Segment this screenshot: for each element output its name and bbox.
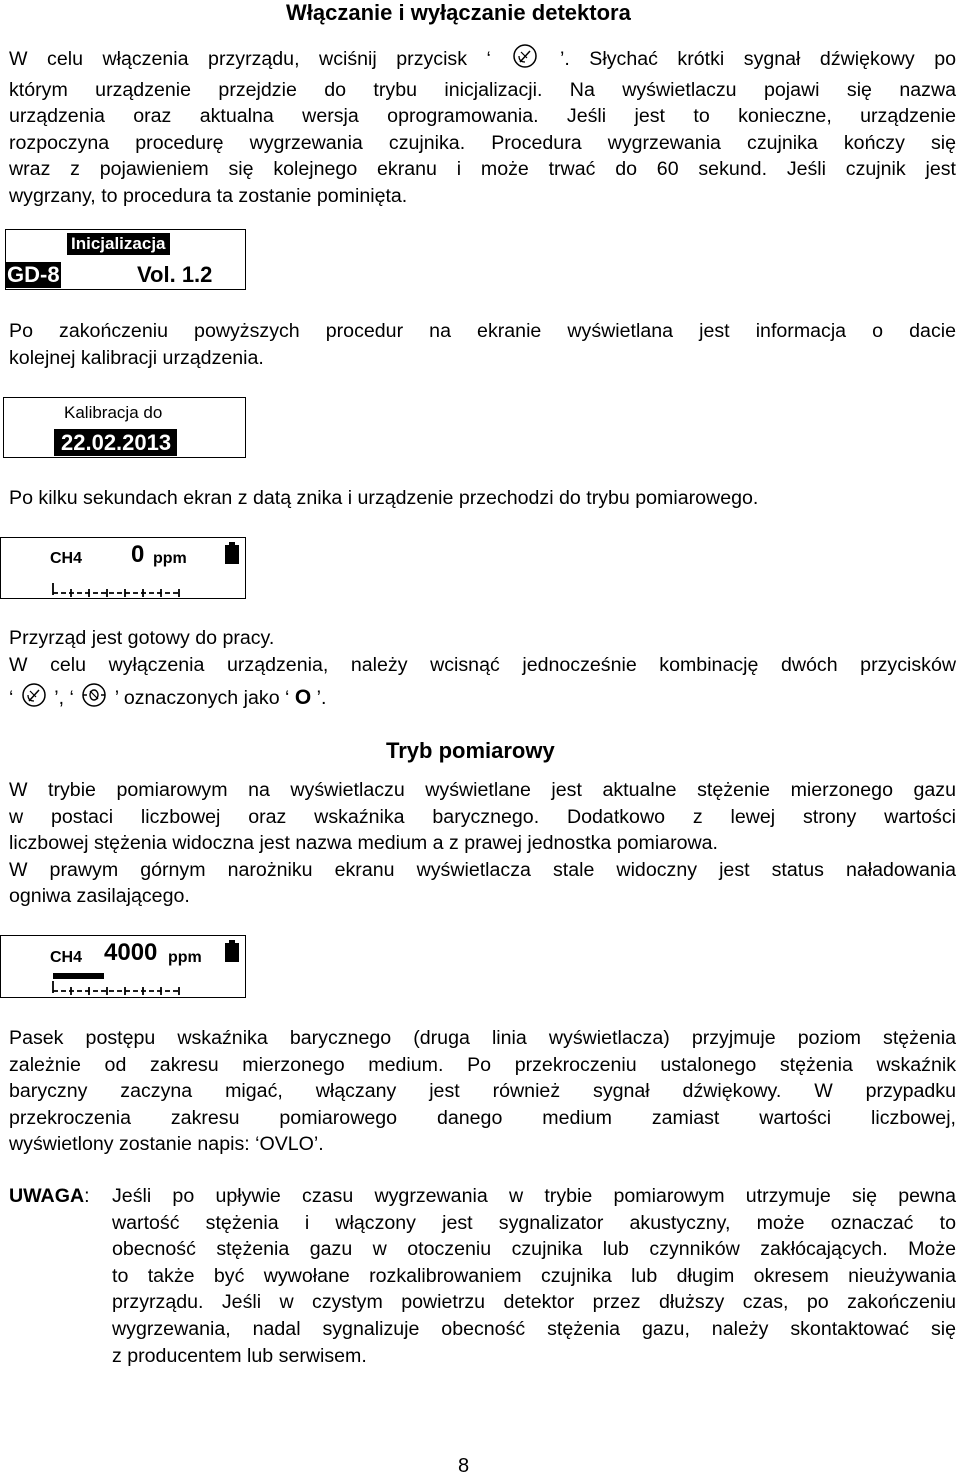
calibration-paragraph <box>9 318 956 371</box>
battery-icon <box>225 542 239 570</box>
paragraph-line: z producentem lub serwisem. <box>112 1344 367 1367</box>
paragraph-line: którym urządzenie przejdzie do trybu inicjalizacji. Na wyświetlaczu pojawi się nazwa <box>9 78 956 101</box>
paragraph-line: wartość stężenia i włączony jest sygnalizator akustyczny, może oznaczać to <box>112 1211 956 1234</box>
text-fragment: W celu włączenia przyrządu, wciśnij przycisk ‘ <box>9 47 491 70</box>
paragraph-line: ogniwa zasilającego. <box>9 885 190 908</box>
warning-label: UWAGA: <box>9 1185 90 1207</box>
paragraph-line: przyrządu. Jeśli w czystym powietrzu detektor przez dłuższy czas, po zakończeniu <box>112 1291 956 1314</box>
section-title-measure: Tryb pomiarowy <box>386 738 555 763</box>
lcd-gas-name: CH4 <box>50 550 83 567</box>
zero-button-icon <box>79 682 109 716</box>
paragraph-line: obecność stężenia gazu w otoczeniu czujnika lub czynników zakłócających. Może <box>112 1238 956 1261</box>
baryc-paragraph <box>9 1025 956 1158</box>
paragraph-line: W prawym górnym narożniku ekranu wyświetlacza stale widoczny jest status naładowania <box>9 858 956 881</box>
power-button-icon <box>510 43 540 77</box>
paragraph-line: W trybie pomiarowym na wyświetlaczu wyświetlane jest aktualne stężenie mierzonego gazu <box>9 779 956 801</box>
lcd-init-screen <box>5 229 246 290</box>
baryc-scale-ticks <box>53 583 181 597</box>
lcd-init-label: Inicjalizacja <box>67 233 170 255</box>
ready-paragraph <box>9 625 956 716</box>
paragraph-line: Po kilku sekundach ekran z datą znika i urządzenie przechodzi do trybu pomiarowego. <box>9 487 759 509</box>
lcd-gas-value: 0 <box>131 541 145 568</box>
paragraph-line: to także być wywołane rozkalibrowaniem czujnika lub długim okresem nieużywania <box>112 1264 956 1287</box>
text-fragment: ’, ‘ <box>54 687 74 710</box>
paragraph-line: wygrzewania, nadal sygnalizuje obecność stężenia gazu, należy skontaktować się <box>112 1317 956 1340</box>
paragraph-line: w postaci liczbowej oraz wskaźnika barycznego. Dodatkowo z lewej strony wartości <box>9 805 956 828</box>
page-number: 8 <box>458 1455 470 1477</box>
section-title-on-off: Włączanie i wyłączanie detektora <box>286 0 631 25</box>
lcd-measure-4000-screen <box>0 935 246 998</box>
baryc-scale <box>51 583 185 599</box>
paragraph-line: przekroczenia zakresu pomiarowego danego medium zamiast wartości liczbowej, <box>9 1106 956 1129</box>
paragraph-line <box>9 682 956 716</box>
text-fragment: ’. <box>316 687 327 710</box>
paragraph-line: urządzenia oraz aktualna wersja oprogramowania. Jeśli jest to konieczne, urządzenie <box>9 105 956 128</box>
text-fragment: ’. Słychać krótki sygnał dźwiękowy po <box>559 47 956 70</box>
paragraph-line: Jeśli po upływie czasu wygrzewania w trybie pomiarowym utrzymuje się pewna <box>112 1185 956 1207</box>
baryc-bar-fill <box>53 973 104 979</box>
paragraph-line: wraz z pojawieniem się kolejnego ekranu i może trwać do 60 sekund. Jeśli czujnik jest <box>9 158 956 181</box>
paragraph-line: W celu wyłączenia urządzenia, należy wcisnąć jednocześnie kombinację dwóch przycisków <box>9 653 956 676</box>
power-button-icon <box>19 682 49 716</box>
lcd-calibration-screen <box>3 397 246 458</box>
lcd-device-name: GD-8 <box>7 262 60 287</box>
paragraph-line: liczbowej stężenia widoczna jest nazwa medium a z prawej jednostka pomiarowa. <box>9 832 718 855</box>
baryc-scale-ticks <box>53 981 181 995</box>
lcd-calibration-label: Kalibracja do <box>64 403 163 422</box>
text-fragment: ’ oznaczonych jako ‘ <box>114 687 290 710</box>
text-fragment: ‘ <box>9 687 14 710</box>
paragraph-line: rozpoczyna procedurę wygrzewania czujnika. Procedura wygrzewania czujnika kończy się <box>9 131 956 154</box>
lcd-unit: ppm <box>168 949 202 966</box>
paragraph-line <box>9 43 956 77</box>
paragraph-line: zależnie od zakresu mierzonego medium. Po przekroczeniu ustalonego stężenia wskaźnik <box>9 1053 956 1076</box>
paragraph-line: kolejnej kalibracji urządzenia. <box>9 346 264 369</box>
paragraph-line: baryczny zaczyna migać, włączany jest również sygnał dźwiękowy. W przypadku <box>9 1080 956 1103</box>
measure-paragraph <box>9 777 956 910</box>
lcd-calibration-date: 22.02.2013 <box>54 429 177 456</box>
paragraph-line: Po zakończeniu powyższych procedur na ekranie wyświetlana jest informacja o dacie <box>9 320 956 342</box>
paragraph-line: Przyrząd jest gotowy do pracy. <box>9 627 275 649</box>
lcd-unit: ppm <box>153 550 187 567</box>
lcd-gas-name: CH4 <box>50 949 83 966</box>
baryc-scale <box>51 972 185 997</box>
warning-text <box>112 1183 956 1369</box>
paragraph-line: wyświetlony zostanie napis: ‘OVLO’. <box>9 1133 324 1156</box>
lcd-measure-zero-screen <box>0 537 246 599</box>
transition-paragraph <box>9 485 956 512</box>
battery-icon <box>225 940 239 968</box>
paragraph-line: Pasek postępu wskaźnika barycznego (druga linia wyświetlacza) przyjmuje poziom stężenia <box>9 1027 956 1049</box>
lcd-firmware-version: Vol. 1.2 <box>137 262 213 287</box>
intro-paragraph <box>9 43 956 210</box>
paragraph-line: wygrzany, to procedura ta zostanie pominięta. <box>9 184 408 207</box>
lcd-gas-value: 4000 <box>104 939 158 966</box>
off-symbol: O <box>294 686 312 710</box>
